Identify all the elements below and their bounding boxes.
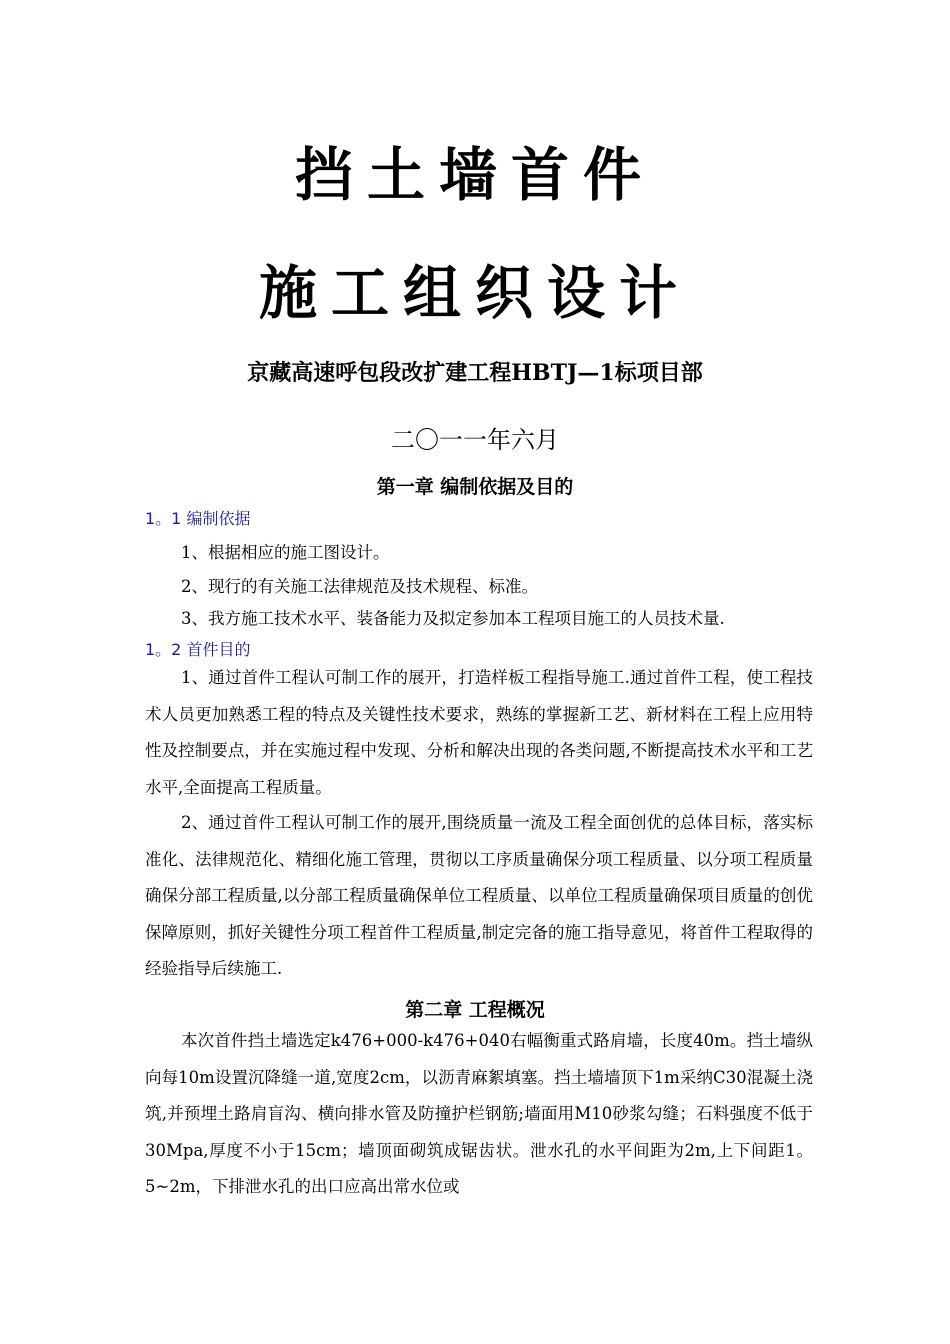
basis-item-2: 2、现行的有关施工法律规范及技术规程、标准。 bbox=[181, 577, 538, 596]
section-1-1-heading: 1。1 编制依据 bbox=[145, 509, 251, 528]
chapter1-heading: 第一章 编制依据及目的 bbox=[376, 476, 574, 498]
document-title-line2: 施工组织设计 bbox=[258, 259, 691, 327]
basis-item-1: 1、根据相应的施工图设计。 bbox=[181, 543, 390, 562]
chapter2-heading: 第二章 工程概况 bbox=[405, 999, 545, 1021]
document-title-line1: 挡土墙首件 bbox=[294, 141, 655, 209]
purpose-paragraph-2: 2、通过首件工程认可制工作的展开,围绕质量一流及工程全面创优的总体目标，落实标准化、法律规范化、精细化施工管理，贯彻以工序质量确保分项工程质量、以分项工程质量确保分部工程质量,以分部工程质量确保单位工程质量、以单位工程质量确保项目质量的创优保障原则，抓好关键性分项工程首件工程质量,制定完备的施工指导意见，将首件工程取得的经验指导后续施工. bbox=[145, 813, 813, 978]
purpose-paragraph-1: 1、通过首件工程认可制工作的展开，打造样板工程指导施工.通过首件工程，使工程技术人员更加熟悉工程的特点及关键性技术要求，熟练的掌握新工艺、新材料在工程上应用特性及控制要点，并在实施过程中发现、分析和解决出现的各类问题,不断提高技术水平和工艺水平,全面提高工程质量。 bbox=[145, 668, 813, 797]
organization-name: 京藏高速呼包段改扩建工程HBTJ—1标项目部 bbox=[247, 360, 703, 386]
basis-item-3: 3、我方施工技术水平、装备能力及拟定参加本工程项目施工的人员技术量. bbox=[181, 609, 725, 628]
overview-paragraph: 本次首件挡土墙选定k476+000-k476+040右幅衡重式路肩墙，长度40m。挡土墙纵向每10m设置沉降缝一道,宽度2cm，以沥青麻絮填塞。挡土墙墙顶下1m采纳C30混凝土浇筑,并预埋土路肩盲沟、横向排水管及防撞护栏钢筋;墙面用M10砂浆勾缝；石料强度不低于30Mpa,厚度不小于15cm；墙顶面砌筑成锯齿状。泄水孔的水平间距为2m,上下间距1。5~2m，下排泄水孔的出口应高出常水位或 bbox=[145, 1031, 813, 1196]
document-date: 二〇一一年六月 bbox=[391, 426, 559, 454]
section-1-2-heading: 1。2 首件目的 bbox=[145, 640, 251, 659]
